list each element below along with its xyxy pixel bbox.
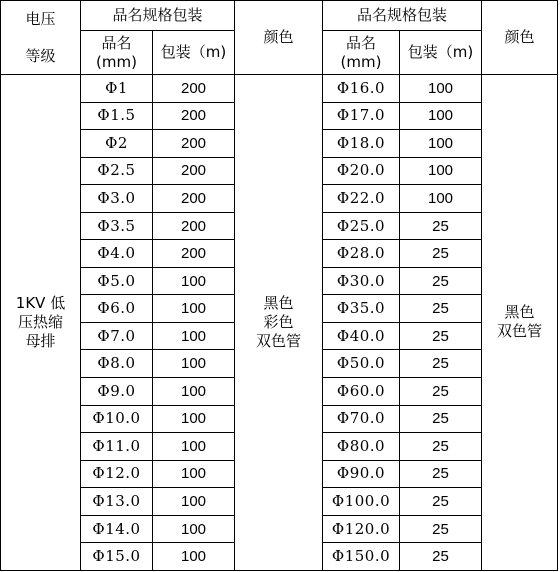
right-size-cell: Φ60.0 [323,378,400,406]
left-size-cell: Φ11.0 [81,433,153,461]
left-size-cell: Φ15.0 [81,543,153,571]
left-size-cell: Φ2 [81,130,153,158]
left-pack-cell: 100 [153,488,235,516]
left-pack-header: 包装（m) [153,31,235,75]
right-pack-cell: 25 [400,460,482,488]
left-pack-cell: 100 [153,405,235,433]
left-size-cell: Φ8.0 [81,350,153,378]
left-pack-cell: 100 [153,350,235,378]
voltage-header-line1: 电压 [25,9,56,28]
header-row-1 [1,1,558,31]
voltage-header-line2: 等级 [25,46,56,65]
left-spec-group-header: 品名规格包装 [81,1,235,31]
right-pack-cell: 100 [400,102,482,130]
right-pack-cell: 100 [400,157,482,185]
left-color-line: 黑色 [263,293,294,312]
left-pack-cell: 100 [153,433,235,461]
left-pack-cell: 100 [153,543,235,571]
left-size-cell: Φ2.5 [81,157,153,185]
voltage-header [1,1,81,75]
right-size-cell: Φ16.0 [323,75,400,103]
right-pack-cell: 25 [400,378,482,406]
right-pack-cell: 25 [400,405,482,433]
right-color-header: 颜色 [482,1,558,75]
right-size-cell: Φ35.0 [323,295,400,323]
right-name-header [323,31,400,75]
right-pack-cell: 25 [400,515,482,543]
left-pack-cell: 100 [153,322,235,350]
right-pack-cell: 25 [400,240,482,268]
voltage-level-line: 压热缩 [17,312,63,331]
right-pack-cell: 25 [400,488,482,516]
right-size-cell: Φ50.0 [323,350,400,378]
left-pack-cell: 100 [153,295,235,323]
right-pack-cell: 100 [400,75,482,103]
left-name-header-line2: (mm) [96,52,137,71]
left-pack-cell: 100 [153,515,235,543]
voltage-level-line: 1KV 低 [15,293,66,312]
right-size-cell: Φ25.0 [323,212,400,240]
left-color-line: 双色管 [256,331,302,350]
right-color-cell [482,75,558,571]
left-size-cell: Φ5.0 [81,267,153,295]
left-pack-cell: 200 [153,240,235,268]
voltage-level-line: 母排 [25,331,56,350]
left-color-header: 颜色 [235,1,323,75]
right-pack-cell: 100 [400,130,482,158]
left-size-cell: Φ12.0 [81,460,153,488]
left-size-cell: Φ4.0 [81,240,153,268]
right-color-line: 双色管 [497,322,543,341]
right-pack-cell: 25 [400,322,482,350]
left-size-cell: Φ3.0 [81,185,153,213]
right-size-cell: Φ18.0 [323,130,400,158]
left-color-cell [235,75,323,571]
left-pack-cell: 200 [153,185,235,213]
left-pack-cell: 200 [153,102,235,130]
right-size-cell: Φ30.0 [323,267,400,295]
right-size-cell: Φ20.0 [323,157,400,185]
right-size-cell: Φ120.0 [323,515,400,543]
right-size-cell: Φ22.0 [323,185,400,213]
left-size-cell: Φ7.0 [81,322,153,350]
left-size-cell: Φ14.0 [81,515,153,543]
right-size-cell: Φ100.0 [323,488,400,516]
left-pack-cell: 200 [153,75,235,103]
right-size-cell: Φ90.0 [323,460,400,488]
left-size-cell: Φ6.0 [81,295,153,323]
right-size-cell: Φ70.0 [323,405,400,433]
left-size-cell: Φ1.5 [81,102,153,130]
right-pack-cell: 25 [400,543,482,571]
left-pack-cell: 100 [153,378,235,406]
right-size-cell: Φ40.0 [323,322,400,350]
right-size-cell: Φ17.0 [323,102,400,130]
right-pack-cell: 25 [400,350,482,378]
right-size-cell: Φ80.0 [323,433,400,461]
right-color-line: 黑色 [504,303,535,322]
right-pack-cell: 25 [400,267,482,295]
right-pack-cell: 25 [400,295,482,323]
right-pack-cell: 25 [400,433,482,461]
left-pack-cell: 200 [153,130,235,158]
right-pack-cell: 25 [400,212,482,240]
left-size-cell: Φ10.0 [81,405,153,433]
right-pack-header: 包装（m) [400,31,482,75]
left-size-cell: Φ13.0 [81,488,153,516]
voltage-level-cell [1,75,81,571]
right-name-header-line2: (mm) [340,52,382,71]
left-color-line: 彩色 [263,312,294,331]
right-size-cell: Φ28.0 [323,240,400,268]
table-row [1,75,558,103]
right-size-cell: Φ150.0 [323,543,400,571]
right-pack-cell: 100 [400,185,482,213]
left-pack-cell: 100 [153,460,235,488]
left-size-cell: Φ1 [81,75,153,103]
left-size-cell: Φ3.5 [81,212,153,240]
left-pack-cell: 200 [153,157,235,185]
right-name-header-line1: 品名 [346,33,377,52]
left-size-cell: Φ9.0 [81,378,153,406]
left-pack-cell: 200 [153,212,235,240]
table-body [1,1,558,571]
left-name-header [81,31,153,75]
right-spec-group-header: 品名规格包装 [323,1,482,31]
left-pack-cell: 100 [153,267,235,295]
left-name-header-line1: 品名 [101,33,132,52]
